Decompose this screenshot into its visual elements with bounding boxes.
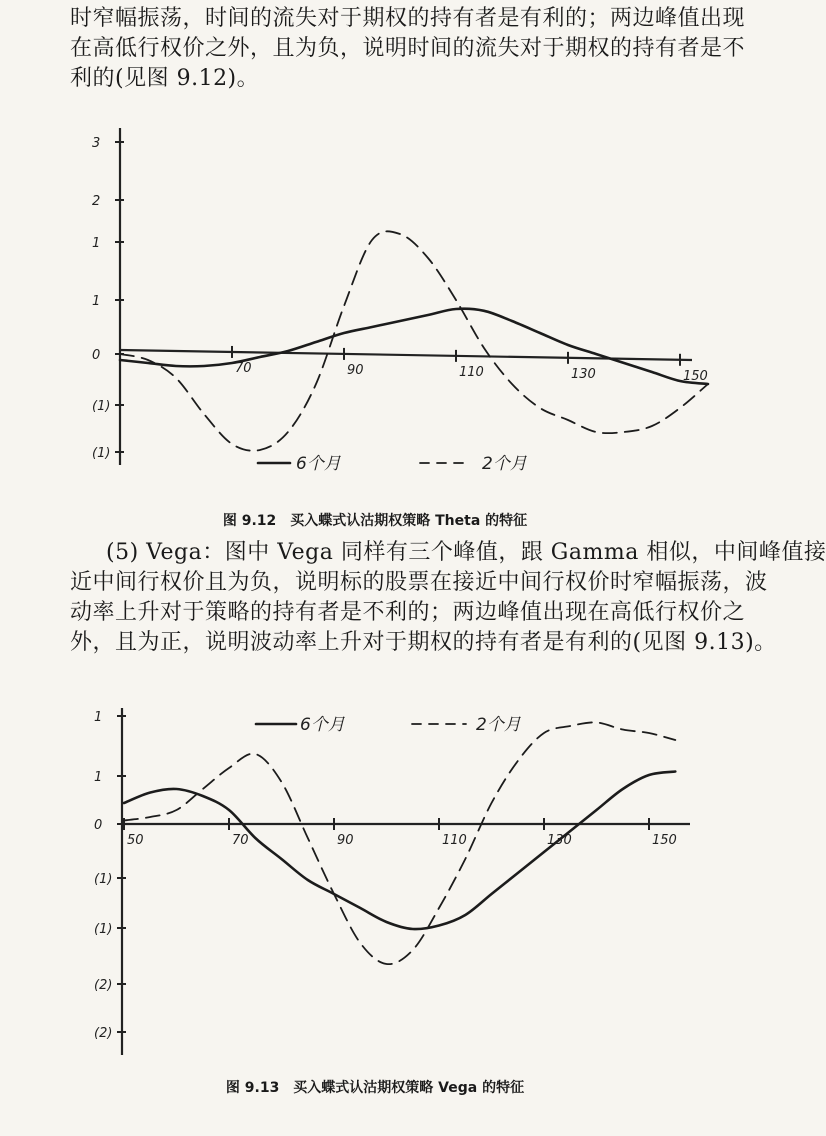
text-line: 时窄幅振荡，时间的流失对于期权的持有者是有利的；两边峰值出现	[70, 6, 746, 31]
y-tick-label: (1)	[92, 399, 111, 414]
paragraph-theta-conclusion	[70, 4, 746, 94]
y-tick-label: 1	[94, 770, 103, 785]
y-tick-label: 3	[92, 136, 101, 151]
y-tick-label: 2	[92, 194, 101, 209]
theta-chart	[0, 120, 750, 480]
y-tick-label: 1	[92, 294, 101, 309]
y-tick-label: 1	[92, 236, 101, 251]
x-tick-label: 130	[547, 833, 572, 848]
x-tick-label: 150	[683, 368, 708, 384]
y-tick-label: (2)	[94, 978, 113, 993]
x-tick-label: 150	[652, 833, 677, 848]
text-line: 近中间行权价且为负，说明标的股票在接近中间行权价时窄幅振荡，波	[70, 570, 768, 595]
y-tick-label: (2)	[94, 1026, 113, 1041]
legend-label-2-months: 2个月	[476, 715, 521, 735]
text-line: 利的(见图 9.12)。	[70, 66, 260, 91]
figure-caption-9-13: 图 9.13 买入蝶式认沽期权策略 Vega 的特征	[225, 1080, 525, 1096]
text-line: 外，且为正，说明波动率上升对于期权的持有者是有利的(见图 9.13)。	[70, 630, 777, 655]
series-line-6-months	[124, 772, 675, 930]
text-line: 动率上升对于策略的持有者是不利的；两边峰值出现在高低行权价之	[70, 600, 746, 625]
x-tick-label: 70	[232, 833, 249, 848]
legend-label-6-months: 6个月	[300, 715, 345, 735]
y-tick-label: 0	[94, 818, 103, 833]
x-tick-label: 110	[442, 833, 467, 848]
legend-label-2-months: 2个月	[482, 454, 527, 474]
x-tick-label: 50	[127, 833, 144, 848]
y-tick-label: 0	[92, 348, 101, 363]
y-tick-label: (1)	[94, 922, 113, 937]
x-tick-label: 110	[459, 364, 484, 380]
y-tick-label: (1)	[92, 446, 111, 461]
series-line-6-months	[120, 309, 708, 384]
x-tick-label: 90	[337, 833, 354, 848]
legend	[256, 715, 522, 735]
y-tick-label: (1)	[94, 872, 113, 887]
series-line-2-months	[124, 722, 675, 964]
paragraph-vega	[70, 538, 826, 658]
x-tick-label: 70	[235, 360, 252, 376]
x-tick-label: 130	[571, 366, 596, 382]
vega-chart	[0, 700, 750, 1060]
legend	[258, 454, 528, 474]
legend-label-6-months: 6个月	[296, 454, 341, 474]
y-tick-label: 1	[94, 710, 103, 725]
text-line: (5) Vega：图中 Vega 同样有三个峰值，跟 Gamma 相似，中间峰值接	[106, 540, 826, 565]
figure-caption-9-12: 图 9.12 买入蝶式认沽期权策略 Theta 的特征	[222, 513, 528, 529]
text-line: 在高低行权价之外，且为负，说明时间的流失对于期权的持有者是不	[70, 36, 746, 61]
x-tick-label: 90	[347, 362, 364, 378]
series-line-2-months	[120, 231, 708, 450]
